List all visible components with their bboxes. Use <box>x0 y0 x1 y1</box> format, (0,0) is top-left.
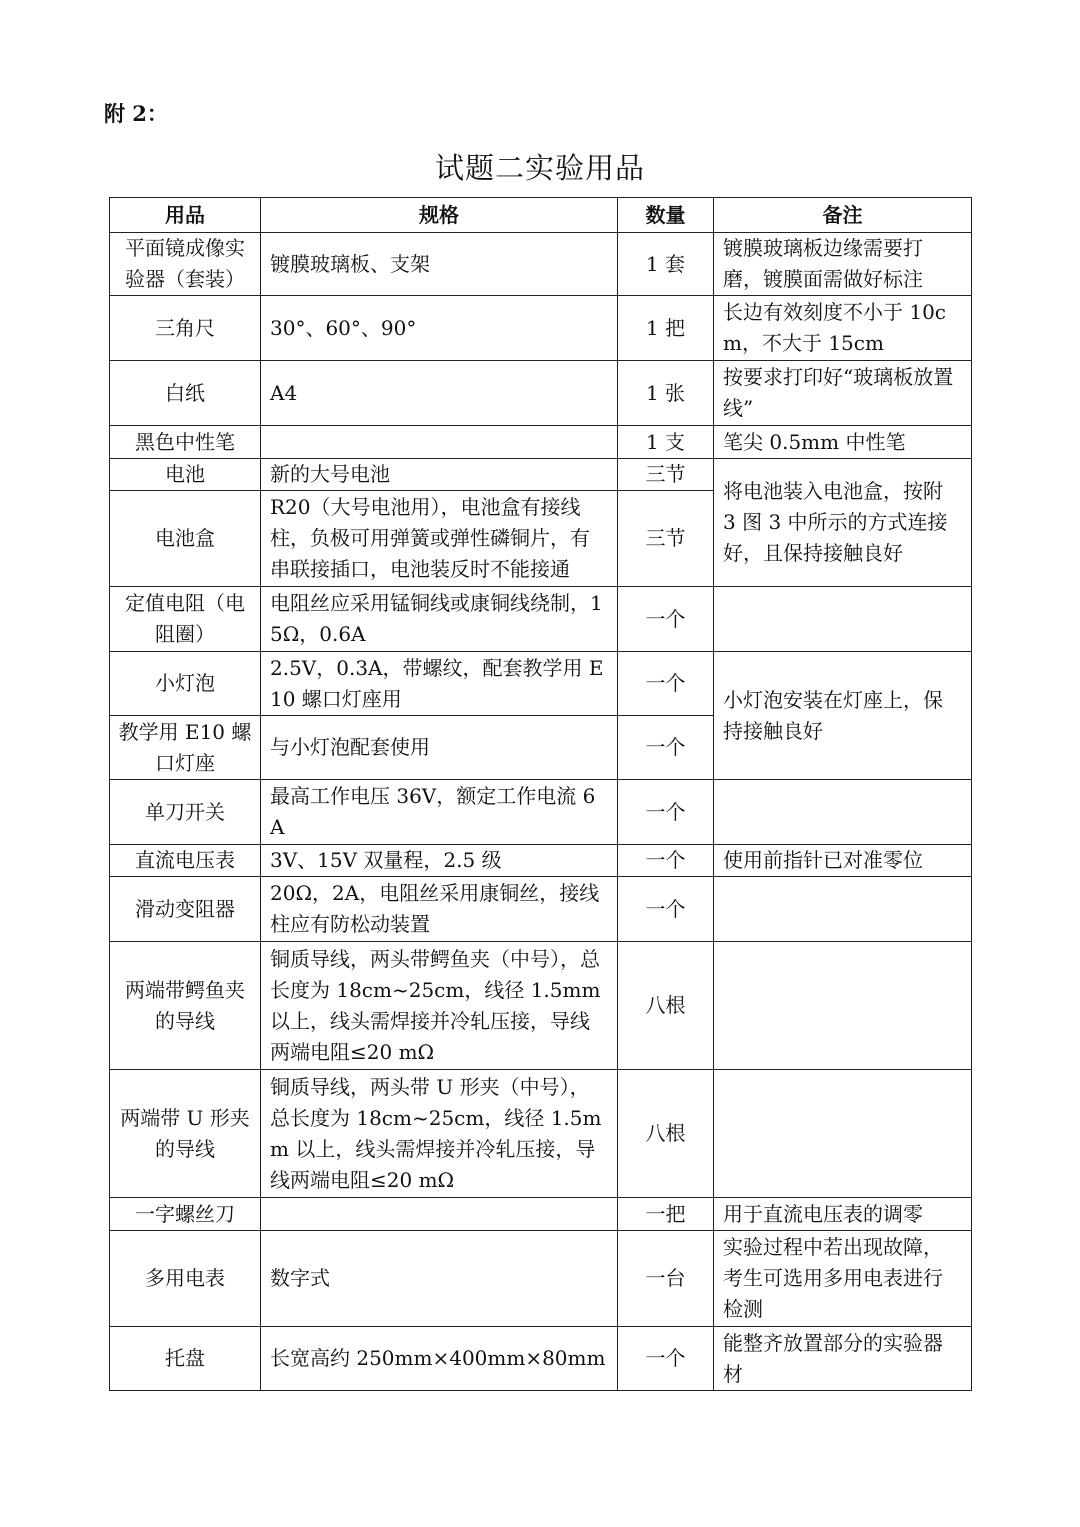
cell-qty: 一个 <box>618 1327 714 1391</box>
cell-item: 教学用 E10 螺口灯座 <box>110 716 261 780</box>
header-note: 备注 <box>714 198 972 233</box>
cell-spec: 最高工作电压 36V，额定工作电流 6A <box>261 780 618 845</box>
cell-spec: A4 <box>261 361 618 426</box>
cell-spec: 新的大号电池 <box>261 459 618 491</box>
table-row <box>110 361 972 426</box>
cell-note <box>714 587 972 652</box>
cell-note <box>714 780 972 845</box>
cell-spec: 30°、60°、90° <box>261 296 618 361</box>
cell-spec: 与小灯泡配套使用 <box>261 716 618 780</box>
table-row <box>110 233 972 296</box>
cell-item: 平面镜成像实验器（套装） <box>110 233 261 296</box>
cell-spec: 铜质导线，两头带 U 形夹（中号），总长度为 18cm~25cm，线径 1.5mm 以上，线头需焊接并冷轧压接，导线两端电阻≤20 mΩ <box>261 1070 618 1198</box>
cell-item: 单刀开关 <box>110 780 261 845</box>
cell-note <box>714 942 972 1070</box>
table-row <box>110 780 972 845</box>
table-row <box>110 459 972 491</box>
cell-item: 电池盒 <box>110 491 261 587</box>
table-row <box>110 942 972 1070</box>
cell-qty: 一把 <box>618 1198 714 1231</box>
equipment-table <box>109 197 972 1391</box>
header-item: 用品 <box>110 198 261 233</box>
cell-qty: 1 支 <box>618 426 714 459</box>
cell-spec: 长宽高约 250mm×400mm×80mm <box>261 1327 618 1391</box>
cell-qty: 1 套 <box>618 233 714 296</box>
cell-spec: 3V、15V 双量程，2.5 级 <box>261 845 618 877</box>
cell-spec: 20Ω，2A，电阻丝采用康铜丝，接线柱应有防松动装置 <box>261 877 618 942</box>
cell-item: 两端带 U 形夹的导线 <box>110 1070 261 1198</box>
cell-note: 能整齐放置部分的实验器材 <box>714 1327 972 1391</box>
cell-item: 电池 <box>110 459 261 491</box>
cell-note: 按要求打印好“玻璃板放置线” <box>714 361 972 426</box>
cell-item: 直流电压表 <box>110 845 261 877</box>
cell-note: 将电池装入电池盒，按附 3 图 3 中所示的方式连接好，且保持接触良好 <box>714 459 972 587</box>
cell-item: 一字螺丝刀 <box>110 1198 261 1231</box>
cell-note: 长边有效刻度不小于 10cm，不大于 15cm <box>714 296 972 361</box>
table-row <box>110 587 972 652</box>
table-row <box>110 1327 972 1391</box>
cell-qty: 一个 <box>618 587 714 652</box>
cell-spec: 2.5V，0.3A，带螺纹，配套教学用 E10 螺口灯座用 <box>261 652 618 716</box>
table-row <box>110 877 972 942</box>
cell-item: 白纸 <box>110 361 261 426</box>
cell-item: 滑动变阻器 <box>110 877 261 942</box>
cell-qty: 一台 <box>618 1231 714 1327</box>
cell-spec: 镀膜玻璃板、支架 <box>261 233 618 296</box>
cell-qty: 三节 <box>618 459 714 491</box>
cell-item: 多用电表 <box>110 1231 261 1327</box>
page-title: 试题二实验用品 <box>434 151 645 185</box>
appendix-label: 附 2： <box>104 101 168 126</box>
cell-qty: 一个 <box>618 780 714 845</box>
cell-item: 小灯泡 <box>110 652 261 716</box>
table-row <box>110 426 972 459</box>
cell-item: 托盘 <box>110 1327 261 1391</box>
cell-spec <box>261 426 618 459</box>
cell-note: 使用前指针已对准零位 <box>714 845 972 877</box>
cell-qty: 一个 <box>618 845 714 877</box>
cell-spec: 电阻丝应采用锰铜线或康铜线绕制，15Ω，0.6A <box>261 587 618 652</box>
cell-item: 黑色中性笔 <box>110 426 261 459</box>
table-row <box>110 1231 972 1327</box>
header-spec: 规格 <box>261 198 618 233</box>
cell-qty: 八根 <box>618 1070 714 1198</box>
cell-note: 镀膜玻璃板边缘需要打磨，镀膜面需做好标注 <box>714 233 972 296</box>
cell-item: 三角尺 <box>110 296 261 361</box>
header-qty: 数量 <box>618 198 714 233</box>
cell-item: 定值电阻（电阻圈） <box>110 587 261 652</box>
cell-item: 两端带鳄鱼夹的导线 <box>110 942 261 1070</box>
table-row <box>110 652 972 716</box>
table-row <box>110 1070 972 1198</box>
table-row <box>110 296 972 361</box>
cell-note: 笔尖 0.5mm 中性笔 <box>714 426 972 459</box>
table-header-row <box>110 198 972 233</box>
cell-qty: 1 把 <box>618 296 714 361</box>
cell-spec: R20（大号电池用），电池盒有接线柱，负极可用弹簧或弹性磷铜片，有串联接插口，电池装反时不能接通 <box>261 491 618 587</box>
cell-qty: 一个 <box>618 716 714 780</box>
cell-qty: 一个 <box>618 652 714 716</box>
cell-note: 实验过程中若出现故障，考生可选用多用电表进行检测 <box>714 1231 972 1327</box>
table-row <box>110 845 972 877</box>
cell-spec: 数字式 <box>261 1231 618 1327</box>
cell-note: 小灯泡安装在灯座上，保持接触良好 <box>714 652 972 780</box>
table-row <box>110 1198 972 1231</box>
cell-note: 用于直流电压表的调零 <box>714 1198 972 1231</box>
cell-qty: 八根 <box>618 942 714 1070</box>
cell-spec <box>261 1198 618 1231</box>
cell-spec: 铜质导线，两头带鳄鱼夹（中号），总长度为 18cm~25cm，线径 1.5mm 以上，线头需焊接并冷轧压接，导线两端电阻≤20 mΩ <box>261 942 618 1070</box>
cell-qty: 三节 <box>618 491 714 587</box>
cell-qty: 1 张 <box>618 361 714 426</box>
cell-qty: 一个 <box>618 877 714 942</box>
cell-note <box>714 1070 972 1198</box>
cell-note <box>714 877 972 942</box>
